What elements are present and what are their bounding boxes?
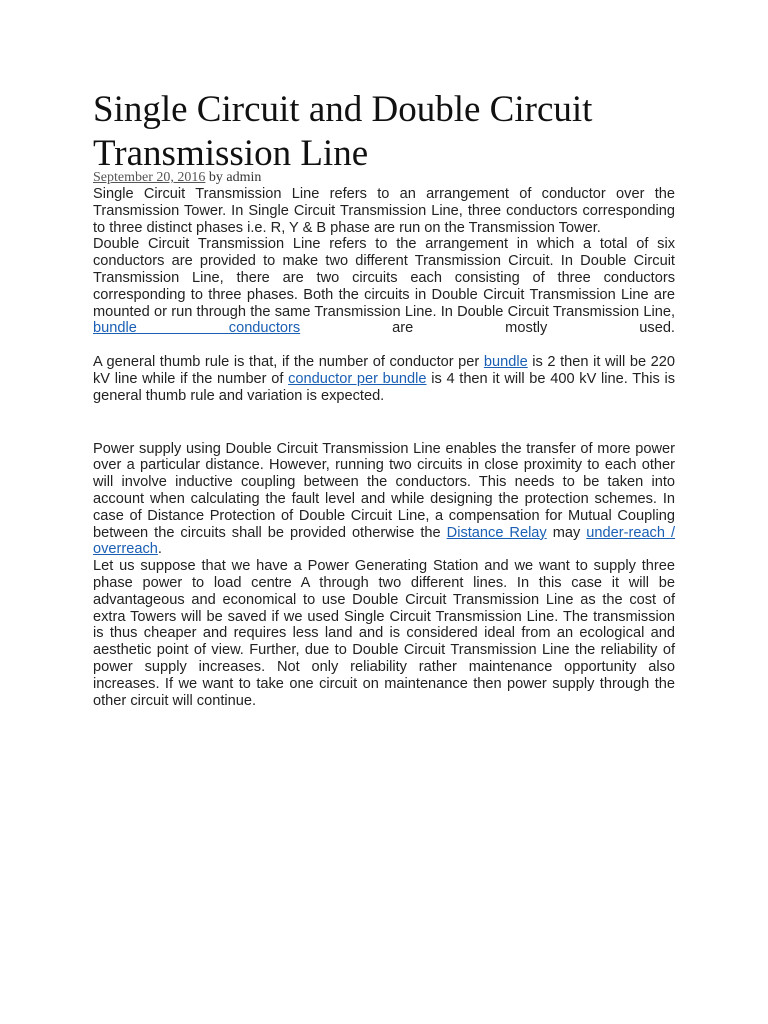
conductor-per-bundle-link[interactable]: conductor per bundle (288, 370, 427, 387)
spacer (93, 337, 675, 354)
post-date-link[interactable]: September 20, 2016 (93, 170, 206, 185)
article-meta (93, 169, 261, 186)
paragraph-text: may (552, 524, 581, 541)
paragraph-text: Power supply using Double Circuit Transmission Line enables the transfer of more power over a particular distance. However, running two circuits in close proximity to each other will involve inductive coupling between the conductors. This needs to be taken into account when calculating the fault level and while designing the protection schemes. In case of Distance Protection of Double Circuit Line, a compensation for Mutual Coupling between the circuits shall be provided otherwise the (93, 440, 675, 541)
paragraph-text: A general thumb rule is that, if the number of conductor per (93, 354, 480, 371)
author-name: admin (226, 170, 262, 185)
article-title: Single Circuit and Double Circuit Transmission Line (93, 89, 593, 174)
paragraph-double-circuit (93, 236, 675, 337)
paragraph-text: is 2 then it will be 220 kV line while if the number of (93, 354, 675, 387)
paragraph-single-circuit: Single Circuit Transmission Line refers to an arrangement of conductor over the Transmission Tower. In Single Circuit Transmission Line, three conductors corresponding to three distinct phases i.e. R, Y & B phase are run on the Transmission Tower. (93, 186, 675, 236)
paragraph-thumb-rule (93, 354, 675, 404)
paragraph-example: Let us suppose that we have a Power Generating Station and we want to supply three phase power to load centre A through two different lines. In this case it will be advantageous and economical to use Double Circuit Transmission Line as the cost of extra Towers will be saved if we used Single Circuit Transmission Line. The transmission is thus cheaper and requires less land and is considered ideal from an ecological and aesthetic point of view. Further, due to Double Circuit Transmission Line the reliability of power supply increases. Not only reliability rather maintenance opportunity also increases. If we want to take one circuit on maintenance then power supply through the other circuit will continue. (93, 558, 675, 709)
paragraph-text: Double Circuit Transmission Line refers to the arrangement in which a total of six conductors are provided to make two different Transmission Circuit. In Double Circuit Transmission Line, there are two circuits each consisting of three conductors corresponding to three phases. Both the circuits in Double Circuit Transmission Line are mounted or run through the same Transmission Line. In Double Circuit Transmission Line, (93, 236, 675, 320)
byline-by: by (208, 170, 223, 185)
under-reach-overreach-link[interactable]: under-reach / overreach (93, 524, 676, 558)
paragraph-text: is 4 then it will be 400 kV line. This is general thumb rule and variation is expected. (93, 370, 675, 404)
spacer (93, 405, 675, 441)
paragraph-text: are mostly used. (392, 320, 675, 337)
paragraph-text: . (157, 541, 162, 558)
article-body (93, 186, 675, 709)
bundle-conductors-link[interactable]: bundle conductors (93, 320, 301, 337)
distance-relay-link[interactable]: Distance Relay (446, 524, 547, 541)
paragraph-power-supply (93, 441, 675, 559)
bundle-link[interactable]: bundle (483, 354, 528, 371)
